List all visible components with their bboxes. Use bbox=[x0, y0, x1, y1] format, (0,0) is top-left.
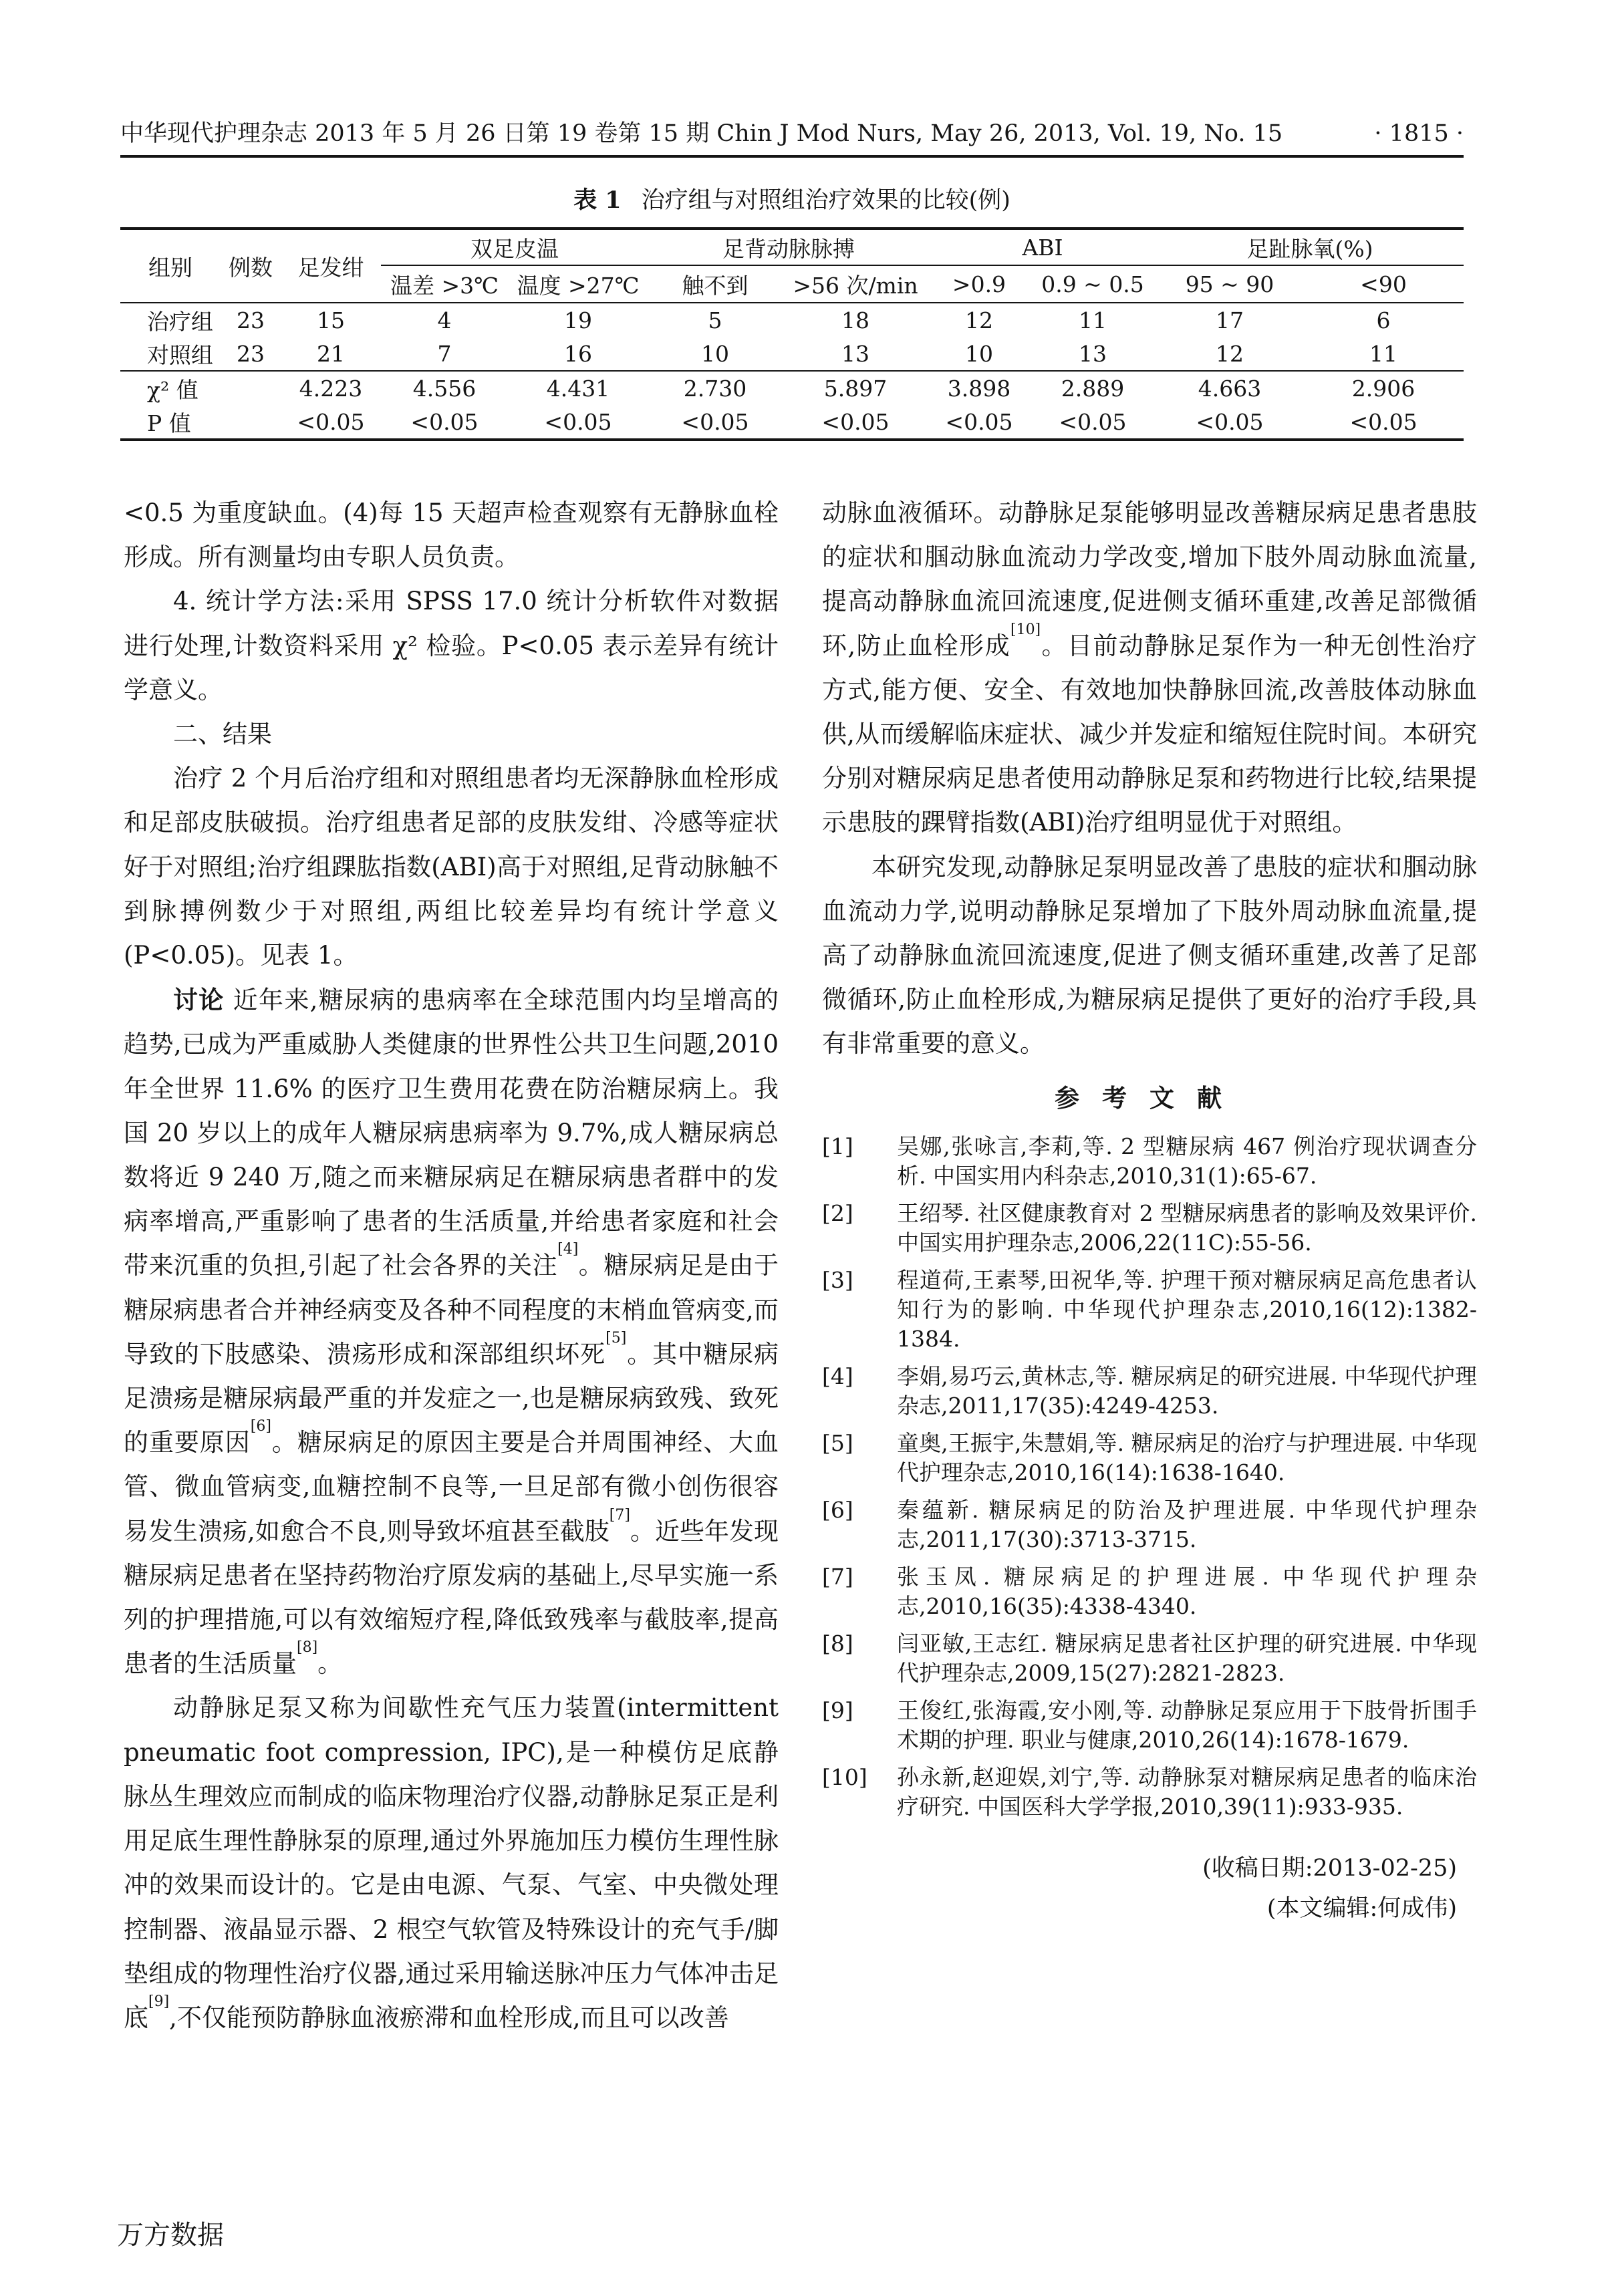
paragraph-conclusion: 本研究发现,动静脉足泵明显改善了患肢的症状和腘动脉血流动力学,说明动静脉足泵增加了下肢外周动脉血流量,提高了动静脉血流回流速度,促进了侧支循环重建,改善了足部微循环,防止血栓形成,为糖尿病足提供了更好的治疗手段,具有非常重要的意义。 bbox=[822, 852, 1477, 1058]
paragraph-ipc-continued: 动脉血液循环。动静脉足泵能够明显改善糖尿病足患者患肢的症状和腘动脉血流动力学改变,增加下肢外周动脉血流量,提高动静脉血流回流速度,促进侧支循环重建,改善足部微循环,防止血栓形成[10]。目前动静脉足泵作为一种无创性治疗方式,能方便、安全、有效地加快静脉回流,改善肢体动脉血供,从而缓解临床症状、减少并发症和缩短住院时间。本研究分别对糖尿病足患者使用动静脉足泵和药物进行比较,结果提示患肢的踝臂指数(ABI)治疗组明显优于对照组。 bbox=[822, 499, 1477, 837]
running-header bbox=[120, 114, 1464, 154]
col-cyanosis: 足发绀 bbox=[281, 229, 381, 303]
table-cell: 2.730 bbox=[648, 371, 782, 405]
table-cell: 17 bbox=[1216, 307, 1244, 333]
table-cell: 21 bbox=[317, 340, 345, 367]
citation-link[interactable]: [10] bbox=[1010, 621, 1041, 638]
paragraph-discussion: 讨论 近年来,糖尿病的患病率在全球范围内均呈增高的趋势,已成为严重威胁人类健康的世界性公共卫生问题,2010 年全世界 11.6% 的医疗卫生费用花费在防治糖尿病上。我国 20 岁以上的成年人糖尿病患病率为 9.7%,成人糖尿病总数将近 9 240 万,随之而来糖尿病足在糖尿病患者群中的发病率增高,严重影响了患者的生活质量,并给患者家庭和社会带来沉重的负担,引起了社会各界的关注[4]。糖尿病足是由于糖尿病患者合并神经病变及各种不同程度的末梢血管病变,而导致的下肢感染、溃疡形成和深部组织坏死[5]。其中糖尿病足溃疡是糖尿病最严重的并发症之一,也是糖尿病致残、致死的重要原因[6]。糖尿病足的原因主要是合并周围神经、大血管、微血管病变,血糖控制不良等,一旦足部有微小创伤很容易发生溃疡,如愈合不良,则导致坏疽甚至截肢[7]。近些年发现糖尿病足患者在坚持药物治疗原发病的基础上,尽早实施一系列的护理措施,可以有效缩短疗程,降低致残率与截肢率,提高患者的生活质量[8]。 bbox=[124, 985, 779, 1679]
table-cell: <0.05 bbox=[508, 405, 648, 440]
section-heading-results: 二、结果 bbox=[173, 720, 272, 749]
table-cell: 12 bbox=[965, 307, 993, 333]
watermark-footer: 万方数据 bbox=[117, 2220, 224, 2251]
table-row-chi2 bbox=[120, 371, 1464, 405]
table-cell: <0.05 bbox=[381, 405, 508, 440]
table-cell bbox=[221, 371, 281, 405]
table-cell: 11 bbox=[1079, 307, 1107, 333]
table-cell: 18 bbox=[841, 307, 869, 333]
reference-item: [9] 王俊红,张海霞,安小刚,等. 动静脉足泵应用于下肢骨折围手术期的护理. 职业与健康,2010,26(14):1678-1679. bbox=[822, 1697, 1477, 1753]
reference-item: [3] 程道荷,王素琴,田祝华,等. 护理干预对糖尿病足高危患者认知行为的影响. 中华现代护理杂志,2010,16(12):1382-1384. bbox=[822, 1266, 1477, 1352]
table-cell: 5.897 bbox=[782, 371, 929, 405]
table-cell: 13 bbox=[841, 340, 869, 367]
table-title: 治疗组与对照组治疗效果的比较(例) bbox=[641, 187, 1010, 214]
reference-list bbox=[822, 1132, 1477, 1822]
table-caption bbox=[120, 180, 1464, 221]
citation-link[interactable]: [5] bbox=[605, 1329, 627, 1346]
group-skin-temp: 双足皮温 bbox=[381, 229, 648, 265]
table-cell: 10 bbox=[701, 340, 729, 367]
results-table bbox=[120, 227, 1464, 441]
reference-item: [2] 王绍琴. 社区健康教育对 2 型糖尿病患者的影响及效果评价. 中国实用护理杂志,2006,22(11C):55-56. bbox=[822, 1199, 1477, 1256]
col-group: 组别 bbox=[120, 229, 221, 303]
group-abi: ABI bbox=[929, 229, 1156, 265]
table-cell: 2.906 bbox=[1303, 371, 1464, 405]
table-row-treatment bbox=[120, 303, 1464, 337]
table-cell: 治疗组 bbox=[147, 308, 213, 335]
reference-item: [1] 吴娜,张咏言,李莉,等. 2 型糖尿病 467 例治疗现状调查分析. 中国实用内科杂志,2010,31(1):65-67. bbox=[822, 1133, 1477, 1189]
citation-link[interactable]: [9] bbox=[148, 1993, 170, 2010]
table-cell: χ² 值 bbox=[120, 371, 221, 405]
right-column bbox=[822, 491, 1477, 1929]
sub-header: 95 ~ 90 bbox=[1156, 265, 1303, 303]
table-cell: <0.05 bbox=[648, 405, 782, 440]
table-label: 表 1 bbox=[573, 186, 622, 214]
citation-link[interactable]: [7] bbox=[609, 1506, 630, 1524]
table-cell: <0.05 bbox=[281, 405, 381, 440]
table-cell: 23 bbox=[237, 307, 265, 333]
sub-header: <90 bbox=[1303, 265, 1464, 303]
paragraph-results: 治疗 2 个月后治疗组和对照组患者均无深静脉血栓形成和足部皮肤破损。治疗组患者足部的皮肤发绀、冷感等症状好于对照组;治疗组踝肱指数(ABI)高于对照组,足背动脉触不到脉搏例数少于对照组,两组比较差异均有统计学意义(P<0.05)。见表 1。 bbox=[124, 764, 779, 970]
table-cell: 4.663 bbox=[1156, 371, 1303, 405]
table-cell: 4.556 bbox=[381, 371, 508, 405]
sub-header: 触不到 bbox=[648, 265, 782, 303]
paragraph-statistics: 4. 统计学方法:采用 SPSS 17.0 统计分析软件对数据进行处理,计数资料采用 χ² 检验。P<0.05 表示差异有统计学意义。 bbox=[124, 587, 779, 704]
reference-item: [8] 闫亚敏,王志红. 糖尿病足患者社区护理的研究进展. 中华现代护理杂志,2009,15(27):2821-2823. bbox=[822, 1630, 1477, 1686]
table-cell: 4 bbox=[437, 307, 452, 333]
editor-credit: (本文编辑:何成伟) bbox=[1266, 1894, 1457, 1922]
table-cell: <0.05 bbox=[1156, 405, 1303, 440]
paragraph-ipc: 动静脉足泵又称为间歇性充气压力装置(intermittent pneumatic foot compression, IPC),是一种模仿足底静脉丛生理效应而制成的临床物理治疗仪器,动静脉足泵正是利用足底生理性静脉泵的原理,通过外界施加压力模仿生理性脉冲的效果而设计的。它是由电源、气泵、气室、中央微处理控制器、液晶显示器、2 根空气软管及特殊设计的充气手/脚垫组成的物理性治疗仪器,通过采用输送脉冲压力气体冲击足底[9],不仅能预防静脉血液瘀滞和血栓形成,而且可以改善 bbox=[124, 1693, 779, 2032]
table-cell: 19 bbox=[564, 307, 592, 333]
page-number: · 1815 · bbox=[1374, 120, 1464, 147]
table-cell: 2.889 bbox=[1029, 371, 1156, 405]
table-cell: <0.05 bbox=[1029, 405, 1156, 440]
table-cell: 7 bbox=[437, 340, 452, 367]
table-cell: 4.431 bbox=[508, 371, 648, 405]
table-cell: 12 bbox=[1216, 340, 1244, 367]
citation-link[interactable]: [6] bbox=[250, 1418, 271, 1435]
table-cell bbox=[221, 405, 281, 440]
reference-item: [10] 孙永新,赵迎娱,刘宁,等. 动静脉泵对糖尿病足患者的临床治疗研究. 中国医科大学学报,2010,39(11):933-935. bbox=[822, 1763, 1477, 1820]
left-column bbox=[124, 491, 779, 2040]
table-header-row bbox=[120, 229, 1464, 265]
table-cell: 5 bbox=[708, 307, 722, 333]
sub-header: 温差 >3℃ bbox=[381, 265, 508, 303]
table-cell: 13 bbox=[1079, 340, 1107, 367]
sub-header: 温度 >27℃ bbox=[508, 265, 648, 303]
paragraph-methods-end: <0.5 为重度缺血。(4)每 15 天超声检查观察有无静脉血栓形成。所有测量均由专职人员负责。 bbox=[124, 499, 779, 572]
reference-item: [6] 秦蕴新. 糖尿病足的防治及护理进展. 中华现代护理杂志,2011,17(30):3713-3715. bbox=[822, 1496, 1477, 1552]
received-date: (收稿日期:2013-02-25) bbox=[1202, 1854, 1457, 1882]
table-cell: 对照组 bbox=[147, 341, 213, 368]
references-heading: 参考文献 bbox=[1055, 1083, 1244, 1113]
table-cell: <0.05 bbox=[782, 405, 929, 440]
citation-link[interactable]: [8] bbox=[297, 1639, 318, 1657]
table-cell: 10 bbox=[965, 340, 993, 367]
sub-header: >56 次/min bbox=[782, 265, 929, 303]
table-row-control bbox=[120, 337, 1464, 371]
group-toe-oxygen: 足趾脉氧(%) bbox=[1156, 229, 1464, 265]
sub-header: >0.9 bbox=[929, 265, 1029, 303]
group-dorsal-pulse: 足背动脉脉搏 bbox=[648, 229, 929, 265]
table-cell: 6 bbox=[1376, 307, 1391, 333]
table-cell: 4.223 bbox=[281, 371, 381, 405]
table-cell: 15 bbox=[317, 307, 345, 333]
col-cases: 例数 bbox=[221, 229, 281, 303]
table-cell: 11 bbox=[1369, 340, 1397, 367]
table-cell: P 值 bbox=[120, 405, 221, 440]
sub-header: 0.9 ~ 0.5 bbox=[1029, 265, 1156, 303]
citation-link[interactable]: [4] bbox=[557, 1241, 579, 1258]
journal-citation: 中华现代护理杂志 2013 年 5 月 26 日第 19 卷第 15 期 Chin J Mod Nurs, May 26, 2013, Vol. 19, No. 15 bbox=[120, 120, 1283, 147]
table-row-p bbox=[120, 405, 1464, 440]
reference-item: [4] 李娟,易巧云,黄林志,等. 糖尿病足的研究进展. 中华现代护理杂志,2011,17(35):4249-4253. bbox=[822, 1363, 1477, 1419]
table-cell: 3.898 bbox=[929, 371, 1029, 405]
reference-item: [5] 童奥,王振宇,朱慧娟,等. 糖尿病足的治疗与护理进展. 中华现代护理杂志,2010,16(14):1638-1640. bbox=[822, 1429, 1477, 1485]
table-cell: 16 bbox=[564, 340, 592, 367]
table-cell: <0.05 bbox=[929, 405, 1029, 440]
discussion-lead: 讨论 bbox=[173, 985, 225, 1015]
reference-item: [7] 张玉凤. 糖尿病足的护理进展. 中华现代护理杂志,2010,16(35):4338-4340. bbox=[822, 1563, 1477, 1619]
table-cell: 23 bbox=[237, 340, 265, 367]
table-cell: <0.05 bbox=[1303, 405, 1464, 440]
article-meta bbox=[822, 1848, 1477, 1929]
header-rule bbox=[120, 155, 1464, 158]
